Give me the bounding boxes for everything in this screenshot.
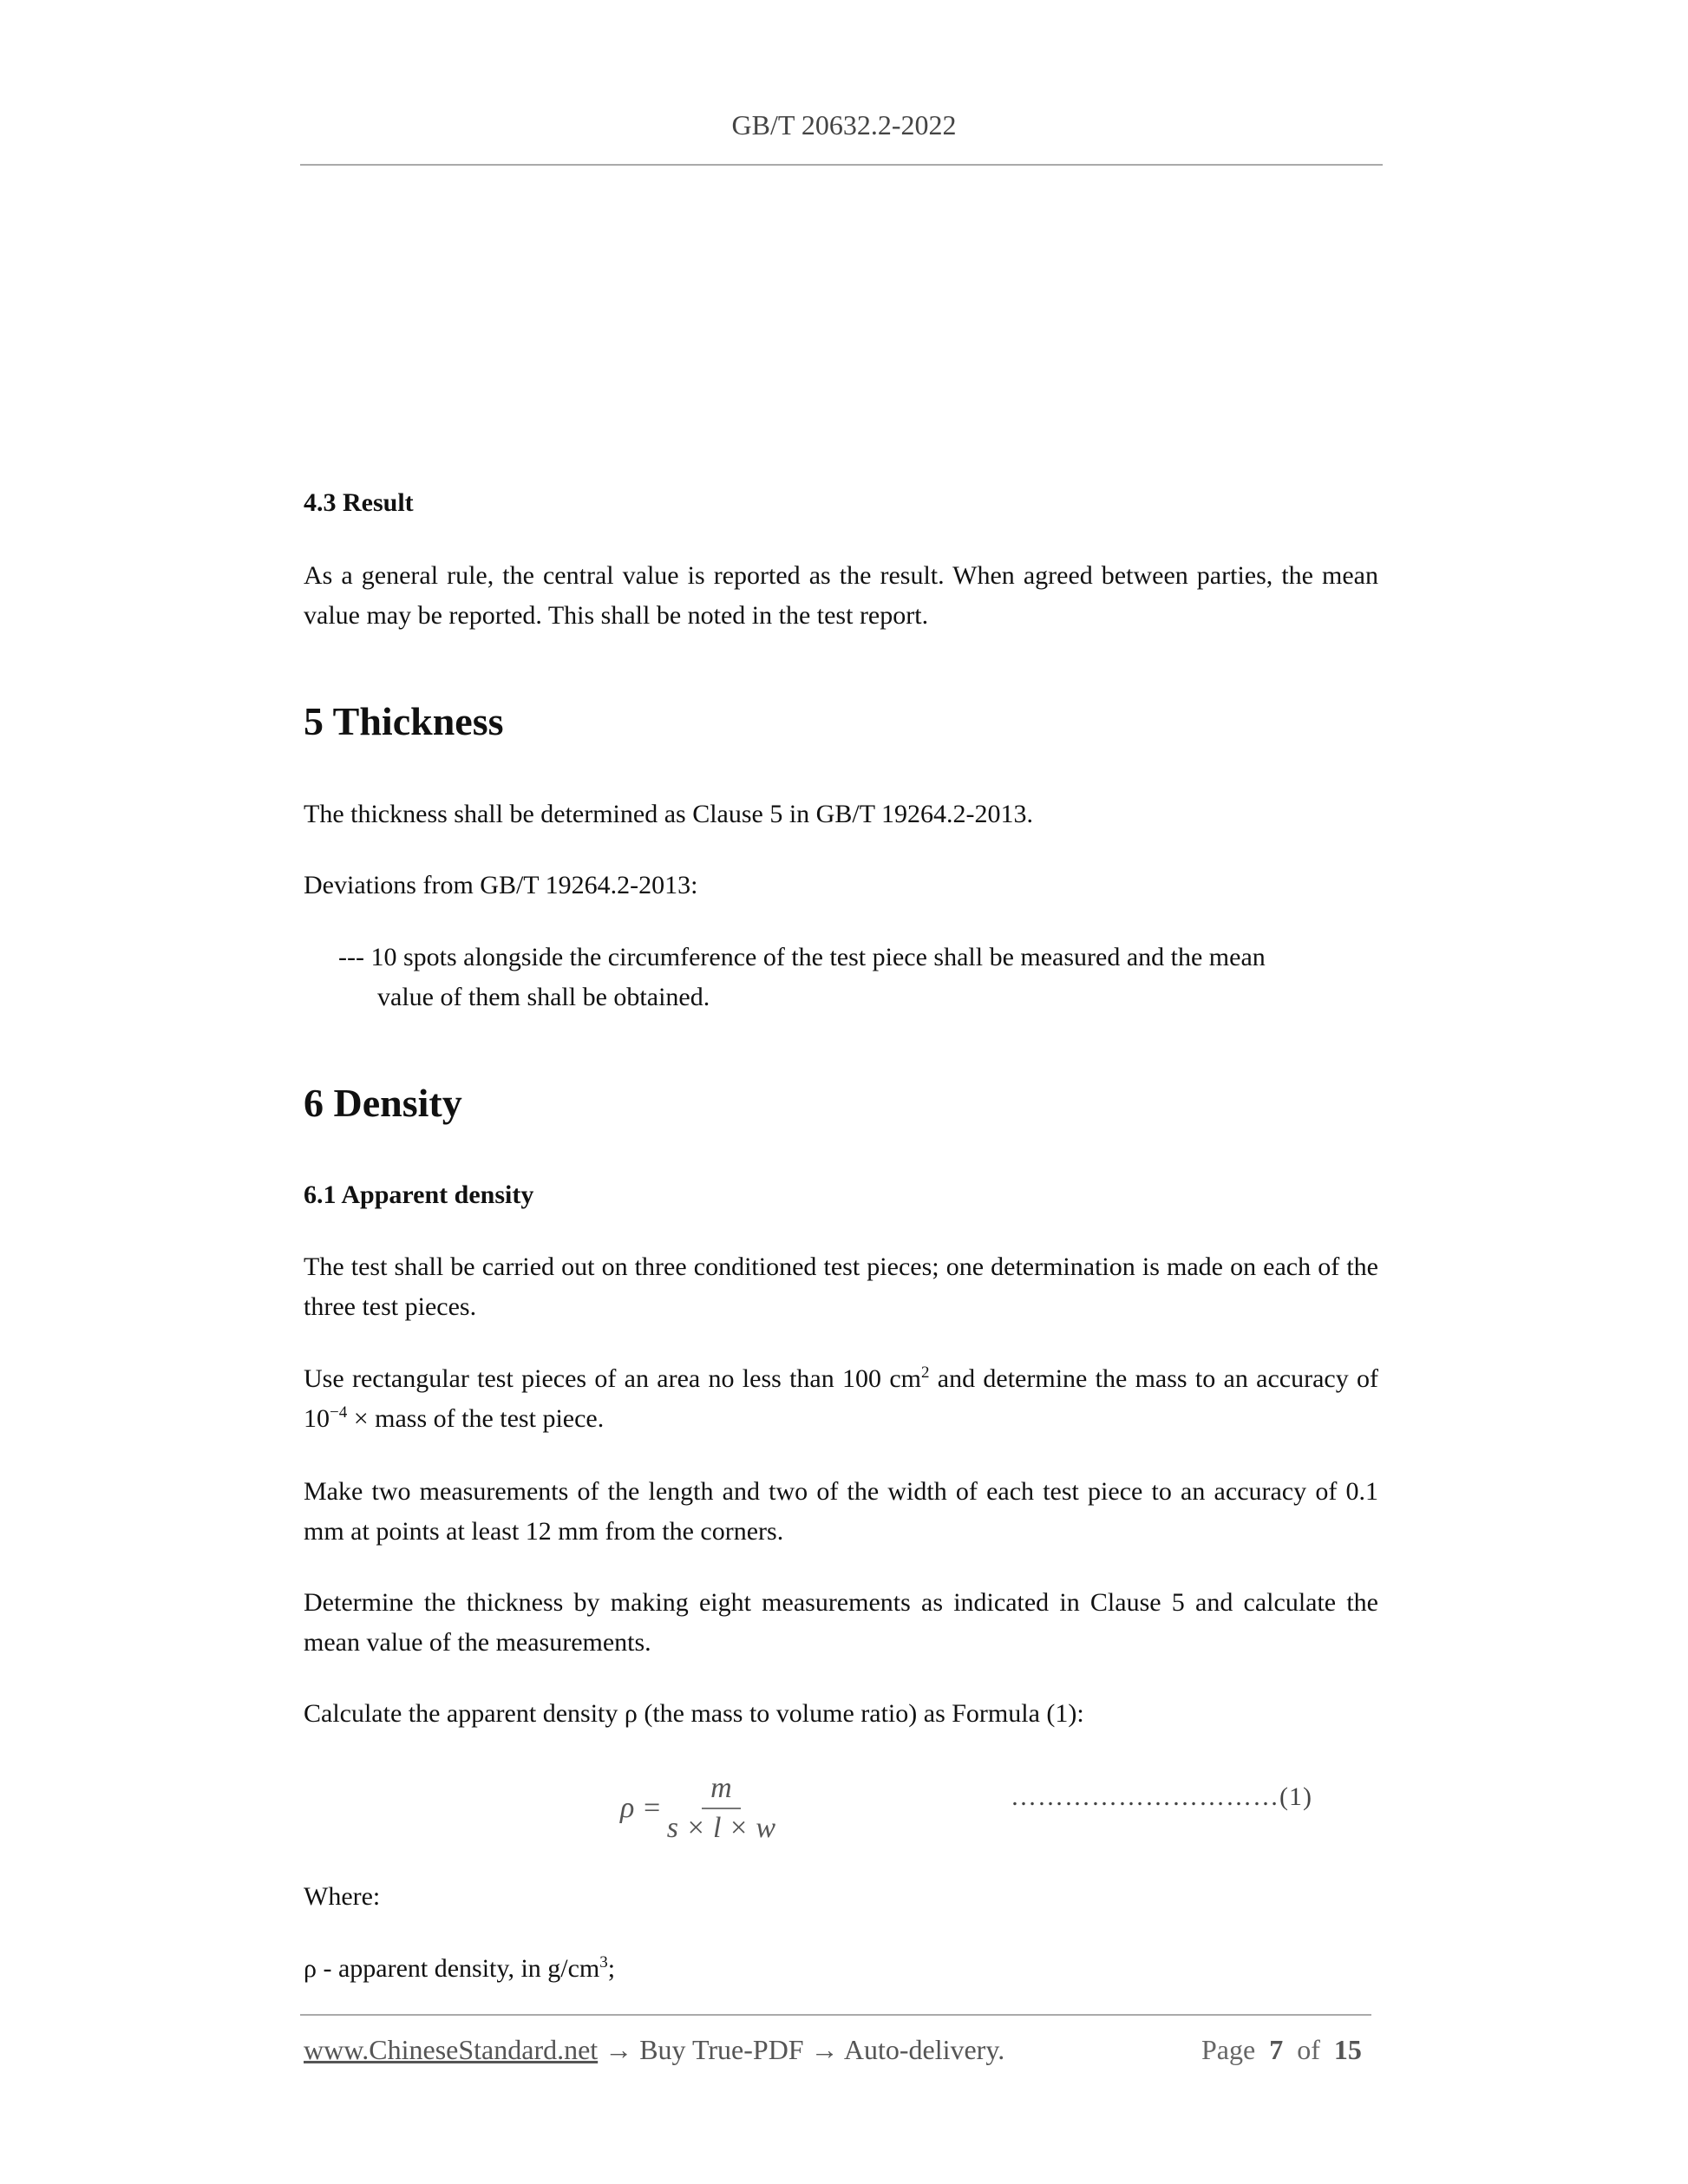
page-indicator	[1201, 2034, 1362, 2066]
footer-promo: → Buy True-PDF → Auto-delivery.	[598, 2034, 1005, 2065]
section-6-1-paragraph-3: Make two measurements of the length and two of the width of each test piece to an accuracy of 0.1 mm at points at least 12 mm from the corners.	[304, 1477, 1378, 1546]
formula-lhs: ρ =	[620, 1792, 662, 1824]
formula-numerator: m	[702, 1769, 741, 1809]
of-word: of	[1297, 2034, 1320, 2065]
text: ;	[607, 1954, 616, 1983]
section-5-paragraph-1: The thickness shall be determined as Clause 5 in GB/T 19264.2-2013.	[304, 800, 1033, 828]
superscript: 2	[921, 1363, 930, 1382]
page-total: 15	[1333, 2034, 1362, 2065]
header-divider	[300, 164, 1383, 166]
bullet-line-2: value of them shall be obtained.	[377, 983, 710, 1011]
superscript: −4	[330, 1403, 348, 1422]
section-4-3-paragraph: As a general rule, the central value is reported as the result. When agreed between parties, the mean value may be reported. This shall be noted in the test report.	[304, 561, 1378, 630]
formula-1	[620, 1769, 775, 1847]
definition-rho	[304, 1949, 1378, 1989]
footer-text	[304, 2034, 1004, 2066]
website-link[interactable]: www.ChineseStandard.net	[304, 2034, 599, 2065]
section-5-bullet	[338, 938, 1378, 1017]
section-6-1-paragraph-1: The test shall be carried out on three conditioned test pieces; one determination is made on each of the three test pieces.	[304, 1252, 1378, 1321]
footer-divider	[300, 2014, 1371, 2016]
superscript: 3	[599, 1953, 608, 1971]
section-5-paragraph-2: Deviations from GB/T 19264.2-2013:	[304, 871, 698, 899]
formula-denominator: s × l × w	[666, 1812, 776, 1844]
section-6-1-paragraph-2	[304, 1359, 1378, 1439]
text: Use rectangular test pieces of an area no less than 100 cm	[304, 1364, 921, 1393]
bullet-marker: ---	[338, 943, 364, 971]
where-label: Where:	[304, 1882, 381, 1911]
page-number: 7	[1269, 2034, 1284, 2065]
section-6-heading: 6 Density	[304, 1081, 462, 1125]
document-header-title: GB/T 20632.2-2022	[731, 109, 957, 141]
section-5-heading: 5 Thickness	[304, 699, 504, 743]
section-6-1-paragraph-5: Calculate the apparent density ρ (the mass to volume ratio) as Formula (1):	[304, 1699, 1084, 1728]
text: and determine the mass to an accuracy of 10	[304, 1364, 1378, 1433]
formula-fraction	[667, 1769, 775, 1847]
text: ρ - apparent density, in g/cm	[304, 1954, 600, 1983]
section-4-3-heading: 4.3 Result	[304, 488, 414, 517]
formula-number: …………………………(1)	[1011, 1782, 1312, 1811]
text: × mass of the test piece.	[347, 1404, 605, 1433]
section-6-1-paragraph-4: Determine the thickness by making eight measurements as indicated in Clause 5 and calculate the mean value of the measurements.	[304, 1588, 1378, 1657]
bullet-line-1: 10 spots alongside the circumference of the test piece shall be measured and the mean	[370, 943, 1266, 971]
page-word: Page	[1201, 2034, 1256, 2065]
section-6-1-heading: 6.1 Apparent density	[304, 1180, 534, 1209]
